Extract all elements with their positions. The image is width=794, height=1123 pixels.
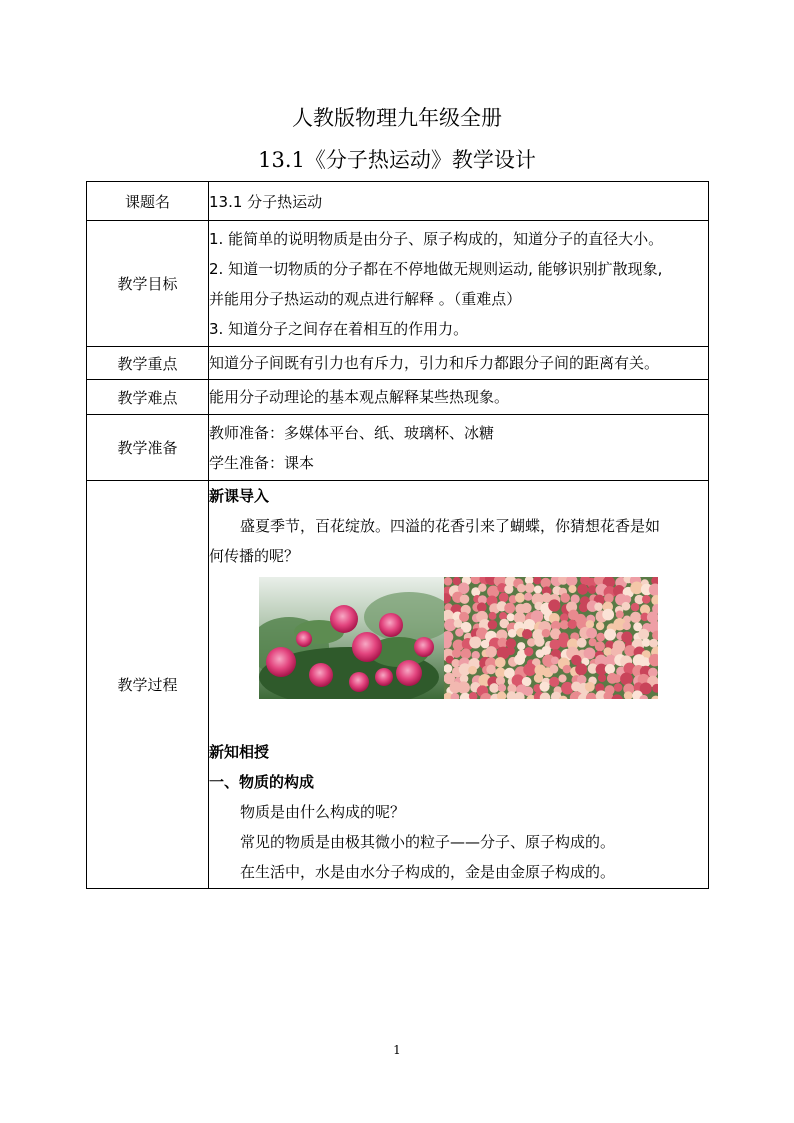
intro-line-2: 何传播的呢？ — [209, 547, 300, 565]
table-row-preparation — [87, 415, 709, 481]
key-point-text: 知道分子间既有引力也有斥力，引力和斥力都跟分子间的距离有关。 — [209, 354, 660, 372]
label-process: 教学过程 — [87, 481, 209, 889]
flower-photos — [209, 577, 708, 699]
intro-heading: 新课导入 — [209, 487, 270, 505]
topic-text: 13.1 分子热运动 — [209, 192, 323, 211]
process-line-1: 物质是由什么构成的呢？ — [240, 803, 406, 821]
objective-line-4: 3. 知道分子之间存在着相互的作用力。 — [209, 319, 469, 338]
document-subtitle: 13.1《分子热运动》教学设计 — [258, 148, 536, 172]
intro-line-1: 盛夏季节，百花绽放。四溢的花香引来了蝴蝶，你猜想花香是如 — [240, 517, 661, 535]
rose-bush-photo — [259, 577, 444, 699]
section-heading: 一、物质的构成 — [209, 773, 315, 791]
difficulty-text: 能用分子动理论的基本观点解释某些热现象。 — [209, 388, 510, 406]
value-key-point — [209, 347, 709, 380]
table-row-difficulty — [87, 380, 709, 415]
value-objectives — [209, 221, 709, 347]
student-preparation: 学生准备：课本 — [209, 453, 315, 472]
document-title: 人教版物理九年级全册 — [292, 106, 502, 130]
process-line-2: 常见的物质是由极其微小的粒子——分子、原子构成的。 — [240, 833, 616, 851]
table-row-key-point — [87, 347, 709, 380]
table-row-topic — [87, 182, 709, 221]
label-topic: 课题名 — [87, 182, 209, 221]
objective-line-1: 1. 能简单的说明物质是由分子、原子构成的，知道分子的直径大小。 — [209, 229, 664, 248]
label-preparation: 教学准备 — [87, 415, 209, 481]
rose-wall-photo — [444, 577, 658, 699]
label-key-point: 教学重点 — [87, 347, 209, 380]
teacher-preparation: 教师准备：多媒体平台、纸、玻璃杯、冰糖 — [209, 423, 495, 442]
process-line-3: 在生活中，水是由水分子构成的，金是由金原子构成的。 — [240, 863, 616, 881]
objective-line-3: 并能用分子热运动的观点进行解释 。（重难点） — [209, 289, 522, 308]
table-row-objectives — [87, 221, 709, 347]
objective-line-2: 2. 知道一切物质的分子都在不停地做无规则运动, 能够识别扩散现象, — [209, 259, 663, 278]
value-topic — [209, 182, 709, 221]
label-objectives: 教学目标 — [87, 221, 209, 347]
page-number: 1 — [393, 1043, 401, 1057]
value-difficulty — [209, 380, 709, 415]
table-row-process — [87, 481, 709, 889]
value-process — [209, 481, 709, 889]
lesson-plan-table — [86, 181, 709, 889]
label-difficulty: 教学难点 — [87, 380, 209, 415]
new-knowledge-heading: 新知相授 — [209, 743, 270, 761]
value-preparation — [209, 415, 709, 481]
